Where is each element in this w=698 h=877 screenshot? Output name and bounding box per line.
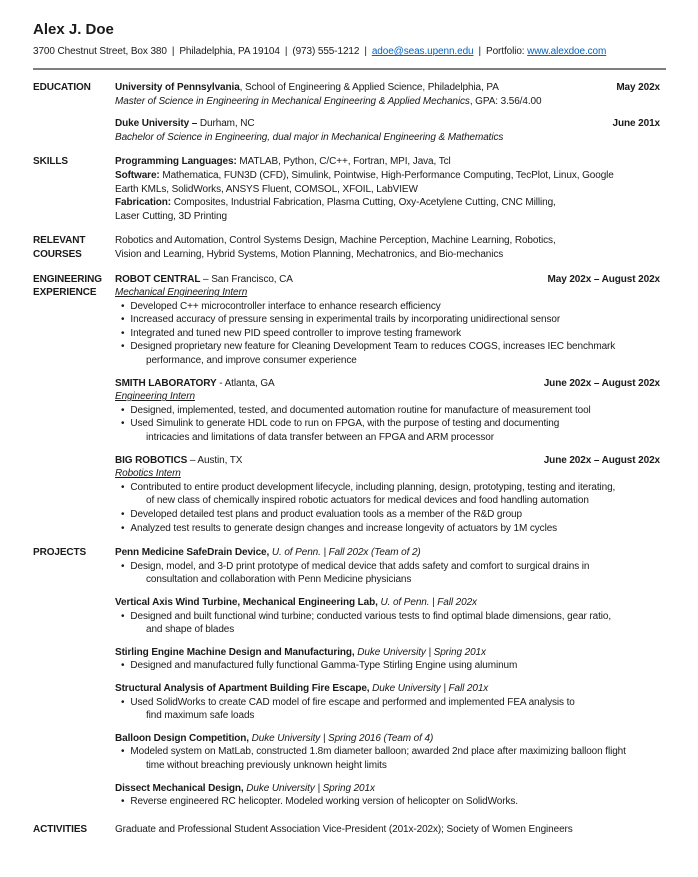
text-segment: Balloon Design Competition, bbox=[115, 732, 249, 744]
entry-line bbox=[115, 169, 666, 183]
section-label: ACTIVITIES bbox=[33, 823, 88, 835]
entry-date: June 202x – August 202x bbox=[543, 454, 660, 466]
bullet-wrapped-line: intricacies and limitations of data transfer between an FPGA and ARM processor bbox=[146, 432, 494, 444]
text-segment: Master of Science in Engineering in Mechanical Engineering & Applied Mechanics bbox=[115, 95, 470, 107]
contact-city: Philadelphia, PA 19104 bbox=[179, 46, 280, 58]
bullet-item: • Used SolidWorks to create CAD model of fire escape and performed and implemented FEA analysis to find maximum safe loads bbox=[115, 696, 666, 723]
bullet-icon: • bbox=[121, 746, 125, 758]
entry bbox=[115, 823, 666, 837]
bullet-icon: • bbox=[121, 509, 125, 521]
bullet-list bbox=[115, 696, 666, 723]
bullet-wrapped-line: and shape of blades bbox=[146, 624, 235, 636]
bullet-icon: • bbox=[121, 314, 125, 326]
entry-date: June 202x – August 202x bbox=[543, 377, 660, 389]
section-education bbox=[33, 81, 666, 144]
entry-heading-row bbox=[115, 377, 666, 391]
text-segment: Penn Medicine SafeDrain Device, bbox=[115, 547, 270, 559]
bullet-item: • Designed, implemented, tested, and documented automation routine for manufacture of measurement tool bbox=[121, 404, 591, 416]
text-segment: , School of Engineering & Applied Science, Philadelphia, PA bbox=[239, 81, 499, 93]
bullet-item: • Integrated and tuned new PID speed controller to improve testing framework bbox=[121, 327, 461, 339]
entry-heading bbox=[115, 732, 433, 746]
entry bbox=[115, 646, 666, 673]
bullet-item: • Designed and built functional wind turbine; conducted various tests to find optimal blade dimensions, gear ratio, and shape of blades bbox=[115, 610, 666, 637]
bullet-wrapped-line: performance, and improve consumer experience bbox=[146, 355, 357, 367]
section-content bbox=[115, 81, 666, 144]
entry-line bbox=[115, 155, 666, 169]
entry-role: Engineering Intern bbox=[115, 391, 195, 403]
bullet-item: • Reverse engineered RC helicopter. Modeled working version of helicopter on SolidWorks. bbox=[121, 796, 518, 808]
bullet-icon: • bbox=[121, 796, 125, 808]
section-content bbox=[115, 546, 666, 809]
entry-heading bbox=[115, 782, 375, 796]
contact-line bbox=[33, 45, 666, 59]
bullet-icon: • bbox=[121, 418, 125, 430]
entry-heading bbox=[115, 117, 254, 131]
entry-heading bbox=[115, 81, 499, 95]
bullet-item: • Developed C++ microcontroller interface to enhance research efficiency bbox=[121, 300, 441, 312]
section-activities bbox=[33, 823, 666, 837]
bullet-icon: • bbox=[121, 327, 125, 339]
email-link[interactable]: adoe@seas.upenn.edu bbox=[371, 46, 474, 58]
entry-heading bbox=[115, 646, 486, 660]
section-label: RELEVANT COURSES bbox=[33, 235, 86, 260]
text-segment: Mathematica, FUN3D (CFD), Simulink, Pointwise, High-Performance Computing, TecPlot, Linux, Google bbox=[159, 169, 614, 181]
entry-heading-row bbox=[115, 81, 666, 95]
contact-separator: | bbox=[171, 46, 175, 58]
text-segment: Duke University | Spring 201x bbox=[354, 646, 486, 658]
bullet-icon: • bbox=[121, 481, 125, 493]
entry-subtitle bbox=[115, 131, 666, 145]
resume-header bbox=[33, 20, 666, 59]
entry bbox=[115, 454, 666, 536]
text-segment: Duke University | Spring 201x bbox=[243, 782, 375, 794]
entry-role: Mechanical Engineering Intern bbox=[115, 287, 248, 299]
text-segment: – San Francisco, CA bbox=[200, 273, 293, 285]
entry-heading bbox=[115, 596, 477, 610]
entry-heading bbox=[115, 454, 242, 468]
entry-line bbox=[115, 234, 666, 248]
section-label: ENGINEERING EXPERIENCE bbox=[33, 273, 102, 299]
text-segment: BIG ROBOTICS bbox=[115, 454, 188, 466]
section-content bbox=[115, 823, 666, 837]
bullet-list bbox=[115, 560, 666, 587]
entry bbox=[115, 273, 666, 368]
entry-heading-row bbox=[115, 454, 666, 468]
bullet-item: • Analyzed test results to generate design changes and increase longevity of actuators by 1M cycles bbox=[121, 522, 558, 534]
bullet-icon: • bbox=[121, 341, 125, 353]
section-relevant-courses bbox=[33, 234, 666, 261]
text-segment: – Austin, TX bbox=[187, 454, 243, 466]
contact-address: 3700 Chestnut Street, Box 380 bbox=[33, 46, 167, 58]
entry-heading bbox=[115, 377, 275, 391]
bullet-wrapped-line: time without breaching previously unknown height limits bbox=[146, 759, 387, 771]
entry-date: May 202x bbox=[616, 81, 660, 93]
section-label: PROJECTS bbox=[33, 547, 87, 559]
bullet-item: • Used Simulink to generate HDL code to run on FPGA, with the purpose of testing and documenting intricacies and limitations of data transfer between an FPGA and ARM processor bbox=[115, 417, 666, 444]
bullet-list bbox=[115, 745, 666, 772]
entry bbox=[115, 117, 666, 144]
entry-heading bbox=[115, 273, 293, 287]
bullet-list bbox=[115, 795, 666, 809]
entry-line bbox=[115, 248, 666, 262]
contact-separator: | bbox=[284, 46, 288, 58]
text-segment: Earth KMLs, SolidWorks, ANSYS Fluent, COMSOL, XFOIL, LabVIEW bbox=[115, 183, 418, 195]
entry-heading-row bbox=[115, 596, 666, 610]
bullet-list bbox=[115, 610, 666, 637]
bullet-icon: • bbox=[121, 404, 125, 416]
bullet-wrapped-line: consultation and collaboration with Penn Medicine physicians bbox=[146, 574, 412, 586]
text-segment: , GPA: 3.56/4.00 bbox=[469, 95, 542, 107]
entry-line bbox=[115, 823, 666, 837]
bullet-wrapped-line: of new class of chemically inspired robotic actuators for medical devices and food handling automation bbox=[146, 495, 589, 507]
text-segment: U. of Penn. | Fall 202x bbox=[377, 596, 477, 608]
resume-body bbox=[33, 81, 666, 836]
entry-role: Robotics Intern bbox=[115, 468, 181, 480]
text-segment: Durham, NC bbox=[197, 118, 255, 130]
text-segment: Vision and Learning, Hybrid Systems, Motion Planning, Mechatronics, and Bio-mechanics bbox=[115, 248, 504, 260]
entry-heading-row bbox=[115, 682, 666, 696]
entry bbox=[115, 682, 666, 723]
entry-line bbox=[115, 210, 666, 224]
entry bbox=[115, 377, 666, 445]
entry bbox=[115, 155, 666, 223]
entry-line bbox=[115, 196, 666, 210]
section-engineering-experience bbox=[33, 273, 666, 536]
entry-subtitle bbox=[115, 95, 666, 109]
entry-heading-row bbox=[115, 117, 666, 131]
bullet-list bbox=[115, 404, 666, 445]
section-skills bbox=[33, 155, 666, 223]
bullet-item: • Designed proprietary new feature for Cleaning Development Team to reduces COGS, increases IEC benchmark performance, and improve consumer experience bbox=[115, 340, 666, 367]
text-segment: Duke University – bbox=[115, 118, 198, 130]
text-segment: Duke University | Spring 2016 (Team of 4) bbox=[248, 732, 434, 744]
bullet-item: • Contributed to entire product development lifecycle, including planning, design, prototyping, testing and iterating, of new class of chemically inspired robotic actuators for medical devices and food handling automation bbox=[115, 481, 666, 508]
text-segment: Duke University | Fall 201x bbox=[369, 682, 489, 694]
entry-heading-row bbox=[115, 782, 666, 796]
section-label: SKILLS bbox=[33, 156, 68, 168]
entry bbox=[115, 81, 666, 108]
entry bbox=[115, 732, 666, 773]
bullet-item: • Designed and manufactured fully functional Gamma-Type Stirling Engine using aluminum bbox=[121, 660, 518, 672]
bullet-icon: • bbox=[121, 696, 125, 708]
text-segment: Robotics and Automation, Control Systems Design, Machine Perception, Machine Learning, Robotics, bbox=[115, 235, 556, 247]
bullet-item: • Increased accuracy of pressure sensing in experimental trails by incorporating unidirectional sensor bbox=[121, 314, 561, 326]
entry-heading bbox=[115, 546, 421, 560]
section-content bbox=[115, 273, 666, 536]
text-segment: SMITH LABORATORY bbox=[115, 377, 217, 389]
text-segment: Vertical Axis Wind Turbine, Mechanical Engineering Lab, bbox=[115, 596, 378, 608]
text-segment: Structural Analysis of Apartment Building Fire Escape, bbox=[115, 682, 370, 694]
contact-separator: | bbox=[478, 46, 481, 58]
bullet-icon: • bbox=[121, 660, 125, 672]
bullet-list bbox=[115, 659, 666, 673]
text-segment: - Atlanta, GA bbox=[216, 377, 275, 389]
text-segment: Fabrication: bbox=[115, 197, 172, 209]
entry-heading-row bbox=[115, 273, 666, 287]
header-divider bbox=[33, 68, 666, 70]
portfolio-label: Portfolio: bbox=[486, 46, 525, 58]
bullet-list bbox=[115, 481, 666, 535]
contact-separator: | bbox=[364, 46, 367, 58]
section-projects bbox=[33, 546, 666, 809]
bullet-icon: • bbox=[121, 560, 125, 572]
text-segment: Composites, Industrial Fabrication, Plasma Cutting, Oxy-Acetylene Cutting, CNC Milling, bbox=[171, 197, 556, 209]
bullet-wrapped-line: find maximum safe loads bbox=[146, 710, 255, 722]
bullet-icon: • bbox=[121, 522, 125, 534]
text-segment: Graduate and Professional Student Association Vice-President (201x-202x); Society of Women Engineers bbox=[115, 823, 573, 835]
entry-date: May 202x – August 202x bbox=[547, 273, 660, 285]
bullet-item: • Developed detailed test plans and product evaluation tools as a member of the R&D group bbox=[121, 509, 522, 521]
entry bbox=[115, 234, 666, 261]
entry bbox=[115, 546, 666, 587]
bullet-item: • Modeled system on MatLab, constructed 1.8m diameter balloon; awarded 2nd place after maximizing balloon flight time without breaching previously unknown height limits bbox=[115, 745, 666, 772]
entry-heading-row bbox=[115, 546, 666, 560]
section-label: EDUCATION bbox=[33, 81, 91, 93]
bullet-icon: • bbox=[121, 300, 125, 312]
text-segment: MATLAB, Python, C/C++, Fortran, MPI, Java, Tcl bbox=[236, 156, 451, 168]
text-segment: Dissect Mechanical Design, bbox=[115, 782, 244, 794]
entry-line bbox=[115, 183, 666, 197]
entry-heading-row bbox=[115, 646, 666, 660]
entry-heading bbox=[115, 682, 488, 696]
text-segment: Software: bbox=[115, 169, 160, 181]
section-content bbox=[115, 234, 666, 261]
person-name: Alex J. Doe bbox=[33, 21, 114, 38]
entry bbox=[115, 596, 666, 637]
text-segment: Stirling Engine Machine Design and Manufacturing, bbox=[115, 646, 355, 658]
section-content bbox=[115, 155, 666, 223]
bullet-list bbox=[115, 300, 666, 368]
text-segment: Bachelor of Science in Engineering, dual major in Mechanical Engineering & Mathematics bbox=[115, 131, 504, 143]
entry-date: June 201x bbox=[612, 118, 660, 130]
entry-heading-row bbox=[115, 732, 666, 746]
contact-phone: (973) 555-1212 bbox=[292, 46, 360, 58]
text-segment: Laser Cutting, 3D Printing bbox=[115, 210, 227, 222]
entry bbox=[115, 782, 666, 809]
bullet-item: • Design, model, and 3-D print prototype of medical device that adds safety and comfort to surgical drains in consultation and collaboration with Penn Medicine physicians bbox=[115, 560, 666, 587]
text-segment: Programming Languages: bbox=[115, 156, 237, 168]
text-segment: ROBOT CENTRAL bbox=[115, 273, 201, 285]
text-segment: University of Pennsylvania bbox=[115, 81, 240, 93]
bullet-icon: • bbox=[121, 610, 125, 622]
portfolio-link[interactable]: www.alexdoe.com bbox=[527, 46, 607, 58]
text-segment: U. of Penn. | Fall 202x (Team of 2) bbox=[269, 547, 421, 559]
